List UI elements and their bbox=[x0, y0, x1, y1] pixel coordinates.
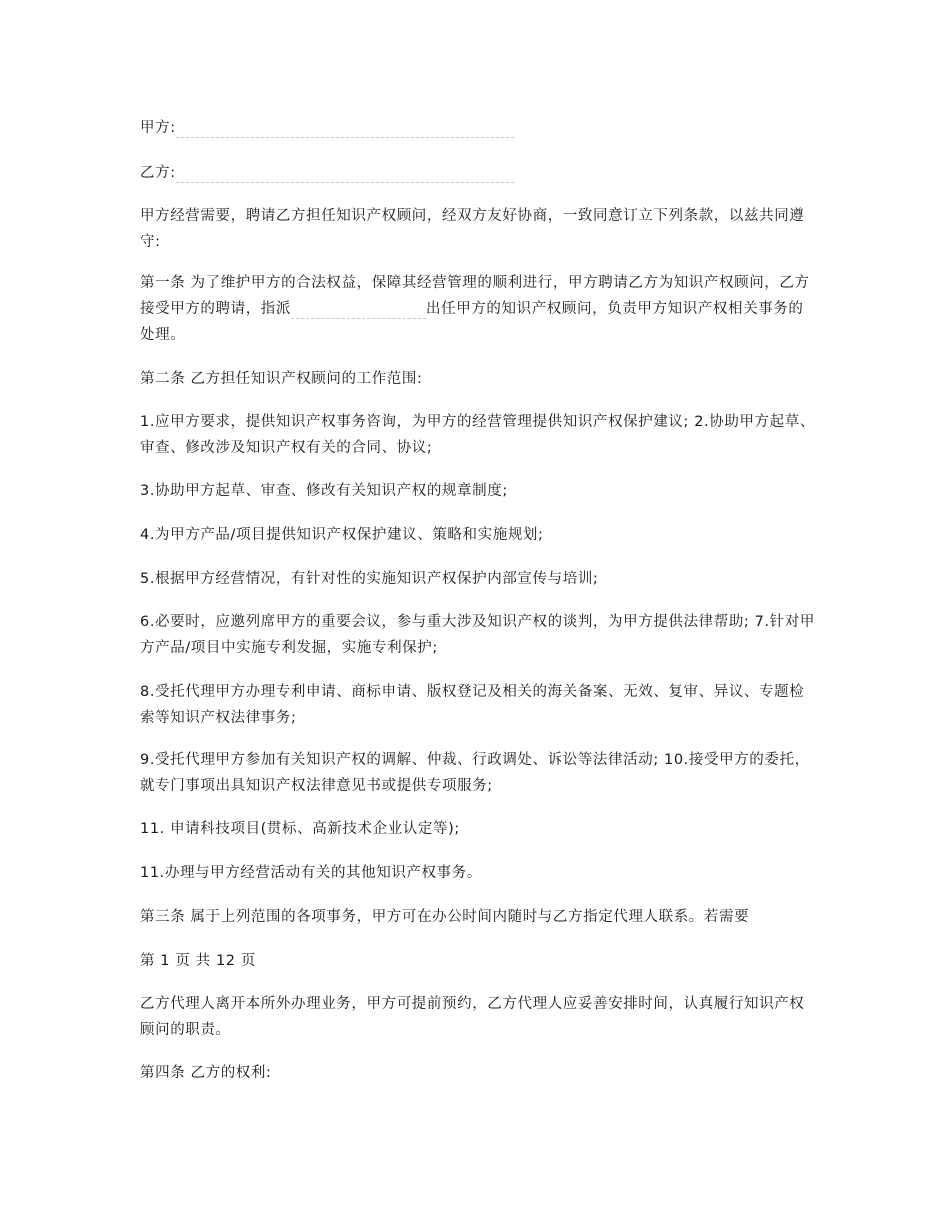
article-1-text-a: 第一条 为了维护甲方的合法权益，保障其经营管理的顺利进行，甲方聘请乙方为知识产权顾问，乙方接受甲方的聘请，指派 bbox=[140, 275, 810, 317]
party-b-blank bbox=[176, 166, 514, 183]
article-1-text-b: 出任甲方的知识产权顾问，负责甲方知识产权相关事务的处理。 bbox=[140, 301, 804, 343]
article-2-heading: 第二条 乙方担任知识产权顾问的工作范围: bbox=[140, 371, 423, 387]
scope-item-11b: 11.办理与甲方经营活动有关的其他知识产权事务。 bbox=[140, 865, 482, 881]
scope-item-9-10: 9.受托代理甲方参加有关知识产权的调解、仲裁、行政调处、诉讼等法律活动; 10.接受甲方的委托，就专门事项出具知识产权法律意见书或提供专项服务; bbox=[140, 752, 810, 794]
scope-item-4: 4.为甲方产品/项目提供知识产权保护建议、策略和实施规划; bbox=[140, 527, 544, 543]
intro-paragraph: 甲方经营需要，聘请乙方担任知识产权顾问，经双方友好协商，一致同意订立下列条款，以兹共同遵守: bbox=[140, 208, 805, 250]
party-a-label: 甲方: bbox=[140, 120, 176, 136]
party-a-line bbox=[140, 115, 815, 141]
article-1 bbox=[140, 270, 815, 348]
appointee-blank bbox=[291, 302, 426, 319]
scope-item-3: 3.协助甲方起草、审查、修改有关知识产权的规章制度; bbox=[140, 483, 508, 499]
party-a-blank bbox=[176, 121, 514, 138]
article-3-continued: 乙方代理人离开本所外办理业务，甲方可提前预约，乙方代理人应妥善安排时间，认真履行知识产权顾问的职责。 bbox=[140, 996, 805, 1038]
scope-item-6-7: 6.必要时，应邀列席甲方的重要会议，参与重大涉及知识产权的谈判，为甲方提供法律帮助; 7.针对甲方产品/项目中实施专利发掘，实施专利保护; bbox=[140, 614, 815, 656]
scope-item-11a: 11. 申请科技项目(贯标、高新技术企业认定等); bbox=[140, 821, 460, 837]
page-footer: 第 1 页 共 12 页 bbox=[140, 953, 256, 969]
scope-item-5: 5.根据甲方经营情况，有针对性的实施知识产权保护内部宣传与培训; bbox=[140, 571, 599, 587]
party-b-line bbox=[140, 160, 815, 186]
article-3-start: 第三条 属于上列范围的各项事务，甲方可在办公时间内随时与乙方指定代理人联系。若需要 bbox=[140, 909, 750, 925]
party-b-label: 乙方: bbox=[140, 165, 176, 181]
article-4-heading: 第四条 乙方的权利: bbox=[140, 1065, 272, 1081]
scope-item-1-2: 1.应甲方要求，提供知识产权事务咨询，为甲方的经营管理提供知识产权保护建议; 2.协助甲方起草、审查、修改涉及知识产权有关的合同、协议; bbox=[140, 414, 815, 456]
scope-item-8: 8.受托代理甲方办理专利申请、商标申请、版权登记及相关的海关备案、无效、复审、异议、专题检索等知识产权法律事务; bbox=[140, 684, 805, 726]
